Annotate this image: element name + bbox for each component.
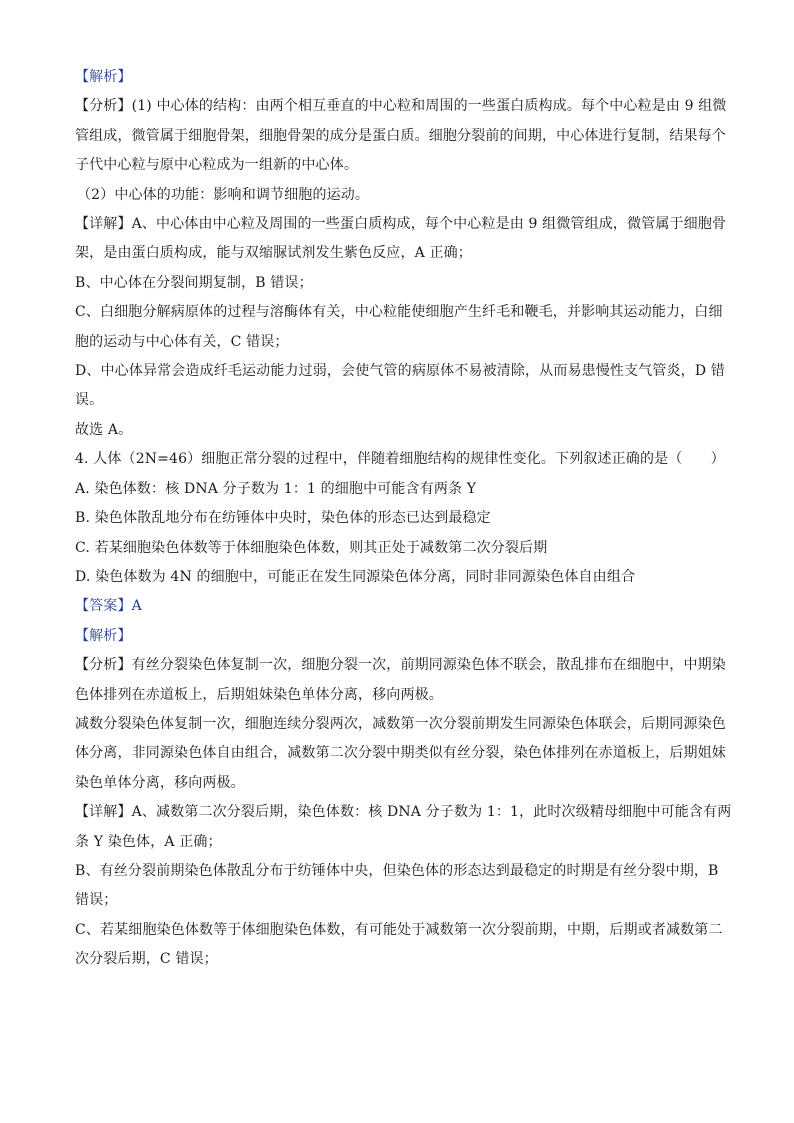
detail-text-line: 错误；: [75, 892, 118, 909]
analysis-text-line: 【分析】有丝分裂染色体复制一次，细胞分裂一次，前期同源染色体不联会，散乱排布在细胞中，中期染: [75, 657, 726, 674]
question-option-d: D. 染色体数为 4N 的细胞中，可能正在发生同源染色体分离，同时非同源染色体自由组合: [75, 568, 636, 585]
question-option-b: B. 染色体散乱地分布在纺锤体中央时，染色体的形态已达到最稳定: [75, 510, 491, 527]
document-content: [75, 63, 732, 975]
detail-text-line: 误。: [75, 392, 104, 409]
question-stem: 4. 人体（2N=46）细胞正常分裂的过程中，伴随着细胞结构的规律性变化。下列叙述正确的是（ ）: [75, 451, 725, 468]
answer-line: 【答案】A: [75, 598, 142, 615]
analysis-text-line: 染色单体分离，移向两极。: [75, 774, 245, 791]
question-option-a: A. 染色体数：核 DNA 分子数为 1：1 的细胞中可能含有两条 Y: [75, 480, 477, 497]
detail-text-line: B、中心体在分裂间期复制，B 错误；: [75, 274, 313, 291]
detail-text-line: D、中心体异常会造成纤毛运动能力过弱，会使气管的病原体不易被清除，从而易患慢性支气管炎，D 错: [75, 363, 725, 380]
analysis-heading: 【解析】: [75, 69, 132, 85]
analysis-text-line: 体分离，非同源染色体自由组合，减数第二次分裂中期类似有丝分裂，染色体排列在赤道板上，后期姐妹: [75, 745, 726, 762]
question-option-c: C. 若某细胞染色体数等于体细胞染色体数，则其正处于减数第二次分裂后期: [75, 539, 548, 556]
analysis-text-line: （2）中心体的功能：影响和调节细胞的运动。: [77, 186, 370, 203]
detail-text-line: 条 Y 染色体，A 正确；: [75, 833, 222, 850]
detail-text-line: C、若某细胞染色体数等于体细胞染色体数，有可能处于减数第一次分裂前期，中期，后期或者减数第二: [75, 921, 723, 938]
detail-text-line: B、有丝分裂前期染色体散乱分布于纺锤体中央，但染色体的形态达到最稳定的时期是有丝分裂中期，B: [75, 862, 719, 879]
detail-text-line: C、白细胞分解病原体的过程与溶酶体有关，中心粒能使细胞产生纤毛和鞭毛，并影响其运动能力，白细: [75, 304, 723, 321]
analysis-text-line: 色体排列在赤道板上，后期姐妹染色单体分离，移向两极。: [75, 686, 443, 703]
analysis-text-line: 减数分裂染色体复制一次，细胞连续分裂两次，减数第一次分裂前期发生同源染色体联会，后期同源染色: [75, 715, 726, 732]
detail-text-line: 架，是由蛋白质构成，能与双缩脲试剂发生紫色反应，A 正确；: [75, 245, 472, 262]
analysis-text-line: 管组成，微管属于细胞骨架，细胞骨架的成分是蛋白质。细胞分裂前的间期，中心体进行复制，结果每个: [75, 127, 726, 144]
analysis-heading: 【解析】: [75, 627, 132, 644]
detail-text-line: 【详解】A、减数第二次分裂后期，染色体数：核 DNA 分子数为 1：1，此时次级精母细胞中可能含有两: [75, 804, 732, 821]
choice-line: 故选 A。: [75, 421, 133, 438]
analysis-text-line: 子代中心粒与原中心粒成为一组新的中心体。: [75, 157, 358, 174]
detail-text-line: 胞的运动与中心体有关，C 错误；: [75, 333, 289, 350]
analysis-text-line: 【分析】(1) 中心体的结构：由两个相互垂直的中心粒和周围的一些蛋白质构成。每个中心粒是由 9 组微: [75, 98, 727, 115]
detail-text-line: 次分裂后期，C 错误；: [75, 951, 218, 968]
detail-text-line: 【详解】A、中心体由中心粒及周围的一些蛋白质构成，每个中心粒是由 9 组微管组成，微管属于细胞骨: [75, 216, 727, 233]
